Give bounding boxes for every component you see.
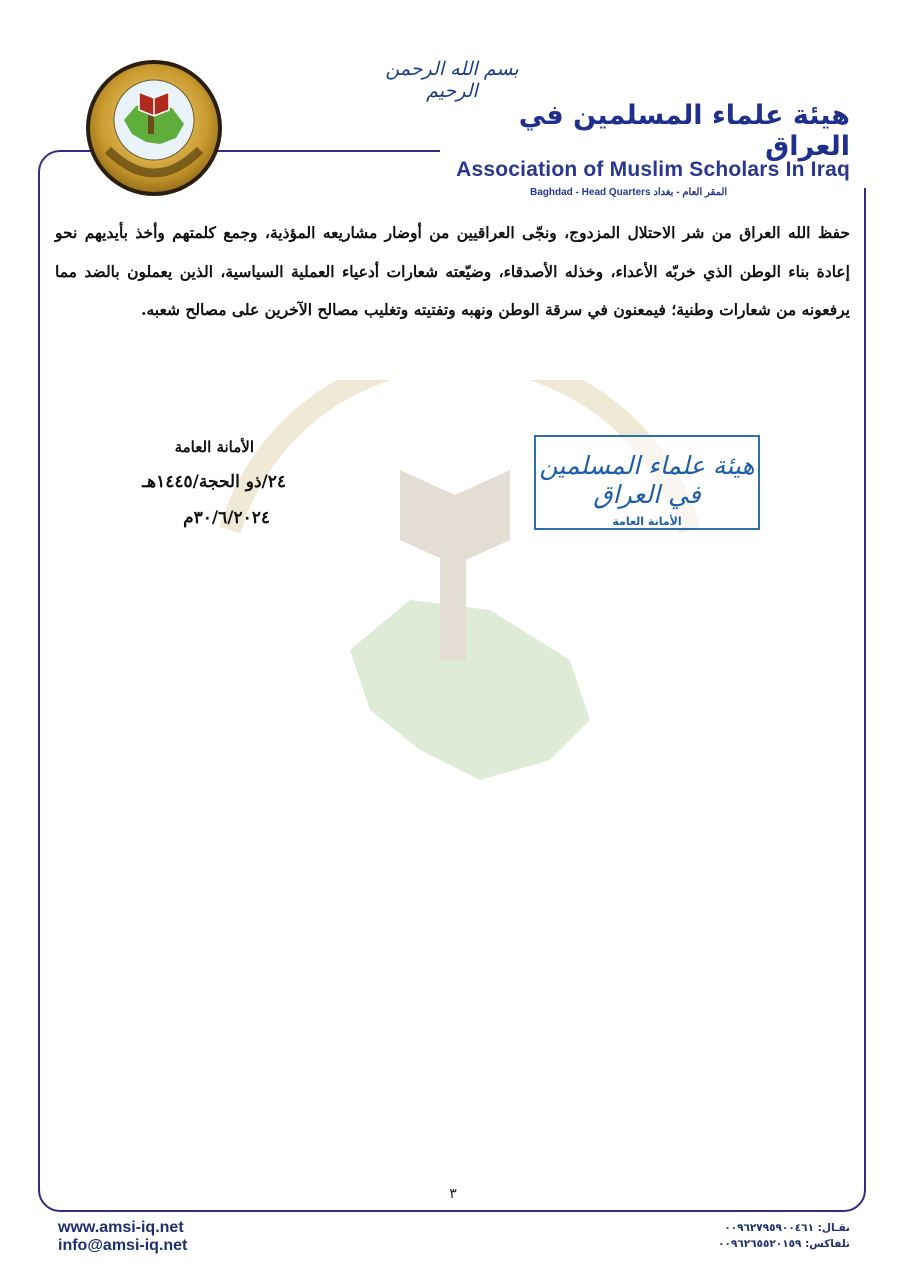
page-number: ٣ — [449, 1186, 457, 1202]
website-link[interactable]: www.amsi-iq.net — [58, 1219, 184, 1236]
signature-title: الأمانة العامة — [174, 438, 254, 456]
organization-emblem — [84, 58, 224, 198]
official-stamp — [534, 435, 760, 530]
basmala: بسم الله الرحمن الرحيم — [385, 58, 519, 102]
gregorian-date: ٣٠/٦/٢٠٢٤م — [183, 508, 270, 528]
stamp-organization-name: هيئة علماء المسلمين في العراق — [539, 451, 755, 509]
signature-block — [96, 438, 296, 528]
stamp-department: الأمانة العامة — [612, 515, 682, 528]
fax-number: تلفاكس: ٠٠٩٦٢٦٥٥٢٠١٥٩ — [718, 1238, 850, 1250]
letter-paragraph: حفظ الله العراق من شر الاحتلال المزدوج، ونجّى العراقيين من أوضار مشاريعه المؤذية، وجمع كلمتهم وأخذ بأيديهم نحو إعادة بناء الوطن الذي خربّه الأعداء، وخذله الأصدقاء، وضيّعته شعارات أدعياء العملية السياسية، الذين يعملون بالضد مما يرفعونه من شعارات وطنية؛ فيمعنون في سرقة الوطن ونهبه وتفتيته وتغليب مصالح الآخرين على مصالح شعبه. — [55, 223, 850, 319]
email-link[interactable]: info@amsi-iq.net — [58, 1237, 188, 1254]
mobile-number: نقـال: ٠٠٩٦٢٧٩٥٩٠٠٤٦١ — [724, 1222, 850, 1234]
headquarters-line: Baghdad - Head Quarters المقر العام - بغداد — [530, 187, 728, 198]
organization-name-english: Association of Muslim Scholars In Iraq — [456, 158, 850, 181]
footer-contact-phones — [650, 1220, 850, 1252]
footer-contact-web — [58, 1219, 187, 1255]
organization-name-arabic: هيئة علماء المسلمين في العراق — [518, 100, 850, 162]
hijri-date: ٢٤/ذو الحجة/١٤٤٥هـ — [142, 472, 286, 492]
